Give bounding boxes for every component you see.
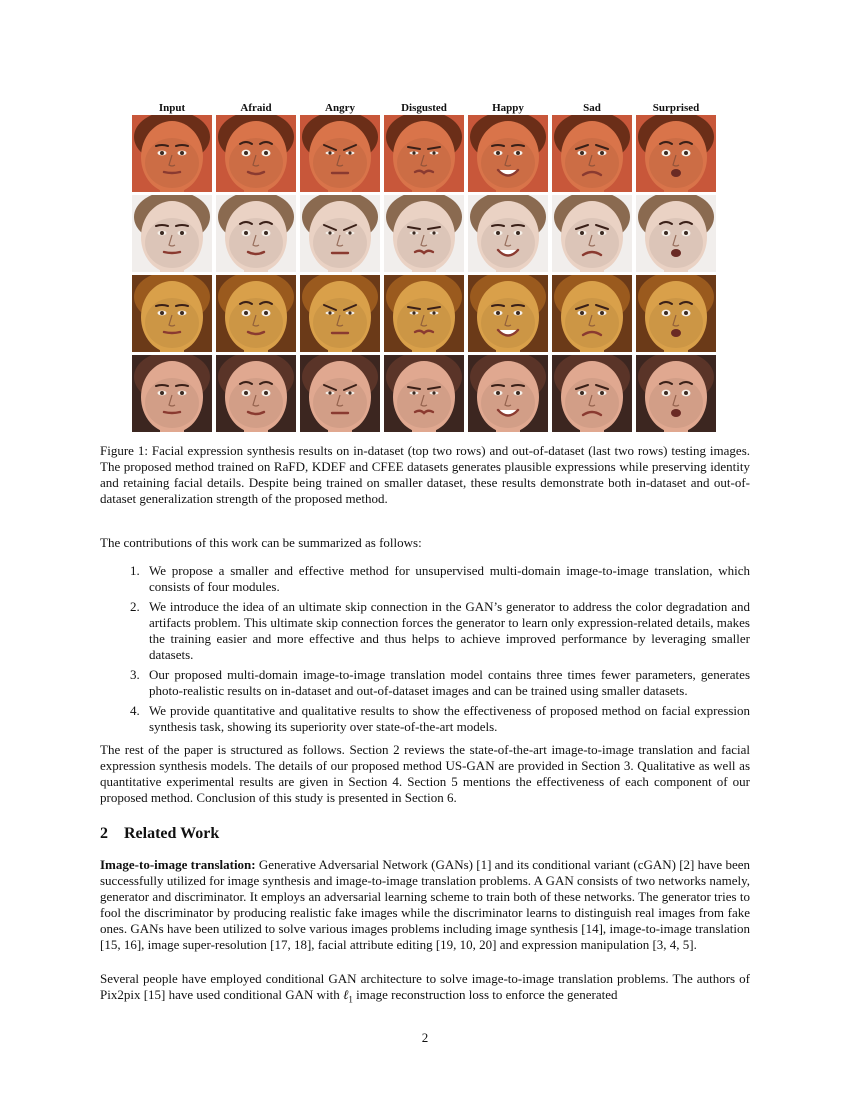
face-image-young-boy-white-background-afraid: [216, 195, 296, 272]
face-mouth: [671, 169, 681, 177]
math-ell-symbol: [343, 987, 353, 1005]
face-pupil-right: [348, 311, 351, 314]
face-image: [132, 355, 212, 432]
list-item-text: We propose a smaller and effective method for unsupervised multi-domain image-to-image translation, which consists of four modules.: [149, 563, 750, 594]
face-shading: [145, 298, 199, 348]
face-pupil-left: [664, 151, 668, 155]
face-image: [552, 115, 632, 192]
face-pupil-left: [412, 391, 415, 394]
face-image: [384, 115, 464, 192]
paragraph-text-after: image reconstruction loss to enforce the generated: [356, 987, 618, 1002]
face-shading: [649, 218, 703, 268]
face-image: [216, 275, 296, 352]
face-pupil-left: [664, 231, 668, 235]
face-eyebrow: [176, 145, 188, 146]
face-shading: [313, 218, 367, 268]
figure-1: [132, 101, 720, 432]
face-pupil-right: [180, 151, 184, 155]
face-shading: [649, 298, 703, 348]
face-image-young-boy-white-background-surprised: [636, 195, 716, 272]
face-image-young-woman-dark-background-angry: [300, 355, 380, 432]
face-pupil-left: [580, 311, 584, 315]
face-image: [300, 355, 380, 432]
face-mouth: [671, 249, 681, 257]
face-shading: [145, 218, 199, 268]
face-pupil-left: [664, 391, 668, 395]
face-pupil-right: [180, 231, 184, 235]
face-eyebrow: [492, 145, 504, 146]
face-eyebrow: [512, 145, 524, 146]
face-shading: [397, 298, 451, 348]
section-heading: [100, 824, 219, 844]
face-image-young-boy-white-background-angry: [300, 195, 380, 272]
face-eyebrow: [512, 225, 524, 226]
face-pupil-right: [684, 151, 688, 155]
face-pupil-left: [328, 391, 331, 394]
face-pupil-left: [496, 151, 500, 155]
face-eyebrow: [176, 225, 188, 226]
face-image-adult-man-orange-background-afraid: [216, 115, 296, 192]
face-pupil-right: [432, 311, 435, 314]
face-pupil-left: [244, 391, 248, 395]
face-shading: [481, 138, 535, 188]
face-image: [636, 275, 716, 352]
face-pupil-left: [328, 231, 331, 234]
face-image-painted-child-portrait-sad: [552, 275, 632, 352]
face-image-adult-man-orange-background-surprised: [636, 115, 716, 192]
face-pupil-right: [348, 151, 351, 154]
face-image-young-boy-white-background-sad: [552, 195, 632, 272]
column-header-happy: Happy: [492, 102, 524, 114]
face-shading: [565, 298, 619, 348]
face-mouth: [164, 412, 180, 413]
list-item-text: We provide quantitative and qualitative results to show the effectiveness of proposed method on facial expression synthesis task, showing its superiority over state-of-the-art models.: [149, 703, 750, 734]
face-pupil-right: [432, 151, 435, 154]
face-image-grid: [132, 115, 720, 432]
list-item-number: 4.: [130, 703, 140, 718]
face-mouth: [164, 332, 180, 333]
face-pupil-left: [160, 151, 164, 155]
face-eyebrow: [492, 385, 504, 386]
section-number: 2: [100, 825, 108, 842]
face-image: [552, 355, 632, 432]
face-shading: [481, 218, 535, 268]
face-pupil-left: [412, 311, 415, 314]
face-image-adult-man-orange-background-sad: [552, 115, 632, 192]
face-image-adult-man-orange-background-angry: [300, 115, 380, 192]
face-pupil-right: [348, 231, 351, 234]
face-shading: [481, 298, 535, 348]
face-image-painted-child-portrait-angry: [300, 275, 380, 352]
face-pupil-right: [432, 231, 435, 234]
paper-structure-paragraph: The rest of the paper is structured as follows. Section 2 reviews the state-of-the-art image-to-image translation and facial expression synthesis models. The details of our proposed method US-GAN are provided in Section 3. Qualitative as well as quantitative experimental results are given in Section 4. Section 5 mentions the effectiveness of each component of our proposed method. Conclusion of this study is presented in Section 6.: [100, 742, 750, 805]
column-header-afraid: Afraid: [240, 102, 272, 114]
face-pupil-left: [580, 151, 584, 155]
face-shading: [397, 218, 451, 268]
face-image: [636, 195, 716, 272]
face-image: [468, 115, 548, 192]
face-image-young-woman-dark-background-disgusted: [384, 355, 464, 432]
face-eyebrow: [492, 305, 504, 306]
face-shading: [565, 378, 619, 428]
face-eyebrow: [492, 225, 504, 226]
face-image-young-boy-white-background-neutral: [132, 195, 212, 272]
face-pupil-right: [264, 151, 268, 155]
face-pupil-right: [348, 391, 351, 394]
face-pupil-right: [516, 391, 520, 395]
face-image: [636, 115, 716, 192]
face-image: [552, 275, 632, 352]
face-mouth: [164, 172, 180, 173]
face-image: [132, 115, 212, 192]
face-shading: [313, 298, 367, 348]
face-image-painted-child-portrait-afraid: [216, 275, 296, 352]
face-eyebrow: [512, 385, 524, 386]
face-pupil-left: [496, 391, 500, 395]
figure-caption: Figure 1: Facial expression synthesis results on in-dataset (top two rows) and out-of-dataset (last two rows) testing images. The proposed method trained on RaFD, KDEF and CFEE datasets generates plausible expressions while preserving identity and retaining facial details. Despite being trained on smaller dataset, these results demonstrate both in-dataset and out-of-dataset generalization strength of the proposed method.: [100, 443, 750, 506]
list-item: [130, 599, 750, 663]
face-pupil-left: [160, 311, 164, 315]
face-image-young-boy-white-background-happy: [468, 195, 548, 272]
face-image-painted-child-portrait-happy: [468, 275, 548, 352]
contributions-intro: The contributions of this work can be summarized as follows:: [100, 535, 422, 550]
column-header-input: Input: [158, 102, 186, 114]
face-shading: [229, 378, 283, 428]
face-pupil-right: [180, 311, 184, 315]
face-pupil-right: [684, 391, 688, 395]
contributions-list: [130, 563, 750, 739]
face-shading: [145, 378, 199, 428]
face-eyebrow: [156, 145, 168, 146]
face-image-young-woman-dark-background-surprised: [636, 355, 716, 432]
face-pupil-left: [244, 231, 248, 235]
face-pupil-right: [600, 311, 604, 315]
face-eyebrow: [156, 305, 168, 306]
face-pupil-left: [496, 231, 500, 235]
face-image-young-woman-dark-background-afraid: [216, 355, 296, 432]
face-image-young-woman-dark-background-neutral: [132, 355, 212, 432]
face-shading: [481, 378, 535, 428]
face-pupil-left: [160, 391, 164, 395]
face-pupil-right: [264, 391, 268, 395]
face-pupil-left: [580, 391, 584, 395]
face-shading: [145, 138, 199, 188]
face-image: [384, 275, 464, 352]
list-item-number: 3.: [130, 667, 140, 682]
related-work-paragraph-2: [100, 971, 750, 1008]
paragraph-text-before: Several people have employed conditional GAN architecture to solve image-to-image translation problems. The authors of Pix2pix [15] have used conditional GAN with: [100, 971, 750, 1002]
face-eyebrow: [176, 385, 188, 386]
face-image-painted-child-portrait-surprised: [636, 275, 716, 352]
face-image: [300, 195, 380, 272]
page-number: 2: [421, 1030, 429, 1045]
face-image-young-boy-white-background-disgusted: [384, 195, 464, 272]
list-item: [130, 667, 750, 699]
face-shading: [229, 298, 283, 348]
face-eyebrow: [176, 305, 188, 306]
face-shading: [565, 218, 619, 268]
face-pupil-left: [664, 311, 668, 315]
list-item-number: 1.: [130, 563, 140, 578]
face-mouth: [671, 409, 681, 417]
face-image-adult-man-orange-background-disgusted: [384, 115, 464, 192]
section-title: Related Work: [124, 825, 220, 842]
face-pupil-left: [496, 311, 500, 315]
face-shading: [565, 138, 619, 188]
list-item-number: 2.: [130, 599, 140, 614]
face-eyebrow: [156, 225, 168, 226]
face-pupil-left: [412, 151, 415, 154]
ell-glyph: ℓ: [343, 987, 349, 1002]
face-image: [468, 355, 548, 432]
face-shading: [229, 218, 283, 268]
paragraph-runin-heading: Image-to-image translation:: [100, 857, 256, 872]
face-pupil-left: [580, 231, 584, 235]
column-header-surprised: Surprised: [652, 102, 700, 114]
face-shading: [649, 138, 703, 188]
face-eyebrow: [512, 305, 524, 306]
paragraph-text: Generative Adversarial Network (GANs) [1] and its conditional variant (cGAN) [2] have been successfully utilized for image synthesis and image-to-image translation problems. A GAN consists of two networks namely, generator and discriminator. It employs an adversarial learning scheme to train both of these networks. The generator tries to fool the discriminator by producing realistic fake images while the discriminator learns to distinguish real images from fake ones. GANs have been utilized to solve various images problems including image synthesis [14], image-to-image translation [15, 16], image super-resolution [17, 18], facial attribute editing [19, 10, 20] and expression manipulation [3, 4, 5].: [100, 857, 750, 952]
column-header-angry: Angry: [325, 102, 355, 114]
face-image-adult-man-orange-background-neutral: [132, 115, 212, 192]
face-shading: [397, 138, 451, 188]
ell-subscript: 1: [348, 994, 353, 1005]
list-item-text: Our proposed multi-domain image-to-image translation model contains three times fewer parameters, generates photo-realistic results on in-dataset and out-of-dataset images and can be trained using smaller datasets.: [149, 667, 750, 698]
face-image: [216, 355, 296, 432]
related-work-paragraph-1: [100, 857, 750, 953]
face-pupil-right: [516, 231, 520, 235]
face-shading: [397, 378, 451, 428]
face-mouth: [671, 329, 681, 337]
face-pupil-right: [600, 391, 604, 395]
face-pupil-left: [244, 151, 248, 155]
face-shading: [229, 138, 283, 188]
face-image: [552, 195, 632, 272]
face-image-painted-child-portrait-neutral: [132, 275, 212, 352]
face-pupil-left: [244, 311, 248, 315]
face-pupil-right: [600, 231, 604, 235]
face-pupil-right: [180, 391, 184, 395]
column-header-disgusted: Disgusted: [401, 102, 447, 114]
face-image: [384, 355, 464, 432]
face-image: [468, 195, 548, 272]
face-pupil-right: [264, 231, 268, 235]
face-image: [216, 195, 296, 272]
face-image: [636, 355, 716, 432]
face-image: [300, 275, 380, 352]
face-image-adult-man-orange-background-happy: [468, 115, 548, 192]
face-image: [300, 115, 380, 192]
face-pupil-left: [328, 151, 331, 154]
face-pupil-right: [684, 231, 688, 235]
face-image: [468, 275, 548, 352]
face-pupil-right: [264, 311, 268, 315]
face-pupil-right: [516, 151, 520, 155]
face-image-painted-child-portrait-disgusted: [384, 275, 464, 352]
face-image-young-woman-dark-background-sad: [552, 355, 632, 432]
face-image: [132, 195, 212, 272]
column-header-sad: Sad: [583, 102, 601, 114]
face-pupil-right: [684, 311, 688, 315]
face-shading: [313, 138, 367, 188]
list-item: [130, 703, 750, 735]
face-image: [384, 195, 464, 272]
face-shading: [313, 378, 367, 428]
face-eyebrow: [156, 385, 168, 386]
face-pupil-left: [412, 231, 415, 234]
face-image-young-woman-dark-background-happy: [468, 355, 548, 432]
face-image: [216, 115, 296, 192]
face-mouth: [164, 252, 180, 253]
face-pupil-right: [516, 311, 520, 315]
face-pupil-right: [600, 151, 604, 155]
face-shading: [649, 378, 703, 428]
face-image: [132, 275, 212, 352]
face-pupil-right: [432, 391, 435, 394]
face-pupil-left: [328, 311, 331, 314]
list-item: [130, 563, 750, 595]
figure-column-headers: [132, 101, 720, 115]
face-pupil-left: [160, 231, 164, 235]
list-item-text: We introduce the idea of an ultimate skip connection in the GAN’s generator to address the color degradation and artifacts problem. This ultimate skip connection forces the generator to learn only expression-related details, makes the training easier and more effective and thus helps to achieve improved performance by leveraging smaller datasets.: [149, 599, 750, 662]
